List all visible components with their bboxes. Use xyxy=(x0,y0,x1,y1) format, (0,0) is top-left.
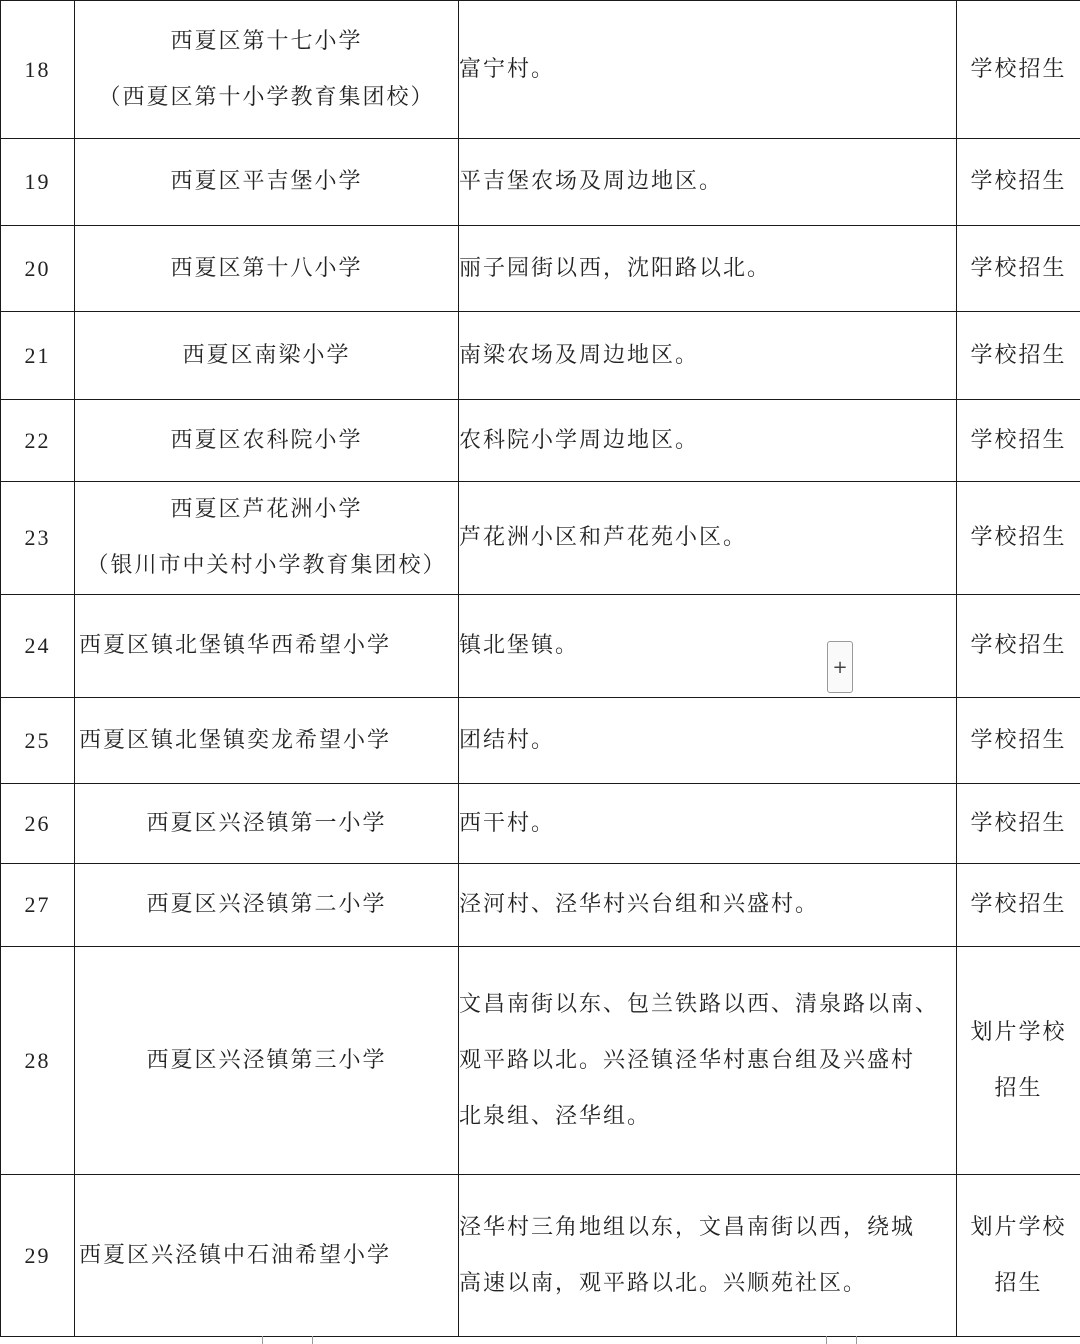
enrollment-method: 学校招生 xyxy=(957,400,1080,482)
zone-area-line: 高速以南，观平路以北。兴顺苑社区。 xyxy=(459,1270,868,1296)
zone-area: 西干村。 xyxy=(459,784,957,864)
zone-area-line: 北泉组、泾华组。 xyxy=(459,1103,652,1129)
row-number: 28 xyxy=(1,947,75,1175)
edge-tick xyxy=(262,1336,263,1344)
zone-area: 丽子园街以西，沈阳路以北。 xyxy=(459,226,957,312)
row-number: 29 xyxy=(1,1175,75,1337)
row-number: 25 xyxy=(1,698,75,784)
table-row xyxy=(1,864,1080,947)
zone-area: 团结村。 xyxy=(459,698,957,784)
row-number: 19 xyxy=(1,139,75,226)
school-name: 西夏区平吉堡小学 xyxy=(75,139,459,226)
zone-area: 平吉堡农场及周边地区。 xyxy=(459,139,957,226)
enrollment-method: 学校招生 xyxy=(957,312,1080,400)
row-number: 22 xyxy=(1,400,75,482)
enrollment-method-line: 划片学校 xyxy=(970,1214,1067,1240)
enrollment-method xyxy=(957,1175,1080,1337)
table-row xyxy=(1,139,1080,226)
table-row xyxy=(1,595,1080,698)
row-number: 26 xyxy=(1,784,75,864)
zone-area: 泾河村、泾华村兴台组和兴盛村。 xyxy=(459,864,957,947)
zone-area: 镇北堡镇。 xyxy=(459,595,957,698)
row-number: 27 xyxy=(1,864,75,947)
row-number: 23 xyxy=(1,482,75,595)
table-row xyxy=(1,947,1080,1175)
table-row xyxy=(1,482,1080,595)
school-group-line: （银川市中关村小学教育集团校） xyxy=(86,553,447,578)
enrollment-method: 学校招生 xyxy=(957,595,1080,698)
enrollment-method-line: 划片学校 xyxy=(970,1019,1067,1045)
row-number: 18 xyxy=(1,1,75,139)
table-row xyxy=(1,312,1080,400)
edge-tick xyxy=(826,1336,827,1344)
school-name: 西夏区第十八小学 xyxy=(75,226,459,312)
edge-tick xyxy=(312,1336,313,1344)
zone-area-line: 文昌南街以东、包兰铁路以西、清泉路以南、 xyxy=(459,991,940,1017)
enrollment-method: 学校招生 xyxy=(957,226,1080,312)
school-name: 西夏区兴泾镇中石油希望小学 xyxy=(75,1175,459,1337)
zone-area: 南梁农场及周边地区。 xyxy=(459,312,957,400)
row-number: 21 xyxy=(1,312,75,400)
school-name: 西夏区兴泾镇第三小学 xyxy=(75,947,459,1175)
table-row xyxy=(1,1,1080,139)
school-name-line: 西夏区芦花洲小学 xyxy=(170,497,363,522)
row-number: 24 xyxy=(1,595,75,698)
school-name: 西夏区农科院小学 xyxy=(75,400,459,482)
school-name: 西夏区镇北堡镇华西希望小学 xyxy=(75,595,459,698)
school-name-line: 西夏区第十七小学 xyxy=(170,28,363,54)
zone-area xyxy=(459,947,957,1175)
zone-area: 芦花洲小区和芦花苑小区。 xyxy=(459,482,957,595)
enrollment-method-line: 招生 xyxy=(994,1075,1043,1101)
school-name xyxy=(75,482,459,595)
enrollment-method: 学校招生 xyxy=(957,698,1080,784)
school-group-line: （西夏区第十小学教育集团校） xyxy=(98,84,435,110)
edge-tick xyxy=(856,1336,857,1344)
school-name: 西夏区兴泾镇第二小学 xyxy=(75,864,459,947)
table-row xyxy=(1,400,1080,482)
zone-area-line: 观平路以北。兴泾镇泾华村惠台组及兴盛村 xyxy=(459,1047,916,1073)
table-row xyxy=(1,698,1080,784)
school-name: 西夏区南梁小学 xyxy=(75,312,459,400)
school-name: 西夏区镇北堡镇奕龙希望小学 xyxy=(75,698,459,784)
zone-area: 农科院小学周边地区。 xyxy=(459,400,957,482)
enrollment-method: 学校招生 xyxy=(957,1,1080,139)
zone-area xyxy=(459,1175,957,1337)
enrollment-method: 学校招生 xyxy=(957,784,1080,864)
table-row xyxy=(1,226,1080,312)
enrollment-method: 学校招生 xyxy=(957,482,1080,595)
expand-plus-button[interactable]: + xyxy=(827,641,853,693)
zone-area: 富宁村。 xyxy=(459,1,957,139)
school-name: 西夏区兴泾镇第一小学 xyxy=(75,784,459,864)
enrollment-method xyxy=(957,947,1080,1175)
row-number: 20 xyxy=(1,226,75,312)
table-row xyxy=(1,1175,1080,1337)
enrollment-method: 学校招生 xyxy=(957,864,1080,947)
page-bottom-edge xyxy=(0,1334,1080,1344)
table-row xyxy=(1,784,1080,864)
school-name xyxy=(75,1,459,139)
enrollment-method-line: 招生 xyxy=(994,1270,1043,1296)
enrollment-method: 学校招生 xyxy=(957,139,1080,226)
zone-area-line: 泾华村三角地组以东，文昌南街以西，绕城 xyxy=(459,1214,916,1240)
